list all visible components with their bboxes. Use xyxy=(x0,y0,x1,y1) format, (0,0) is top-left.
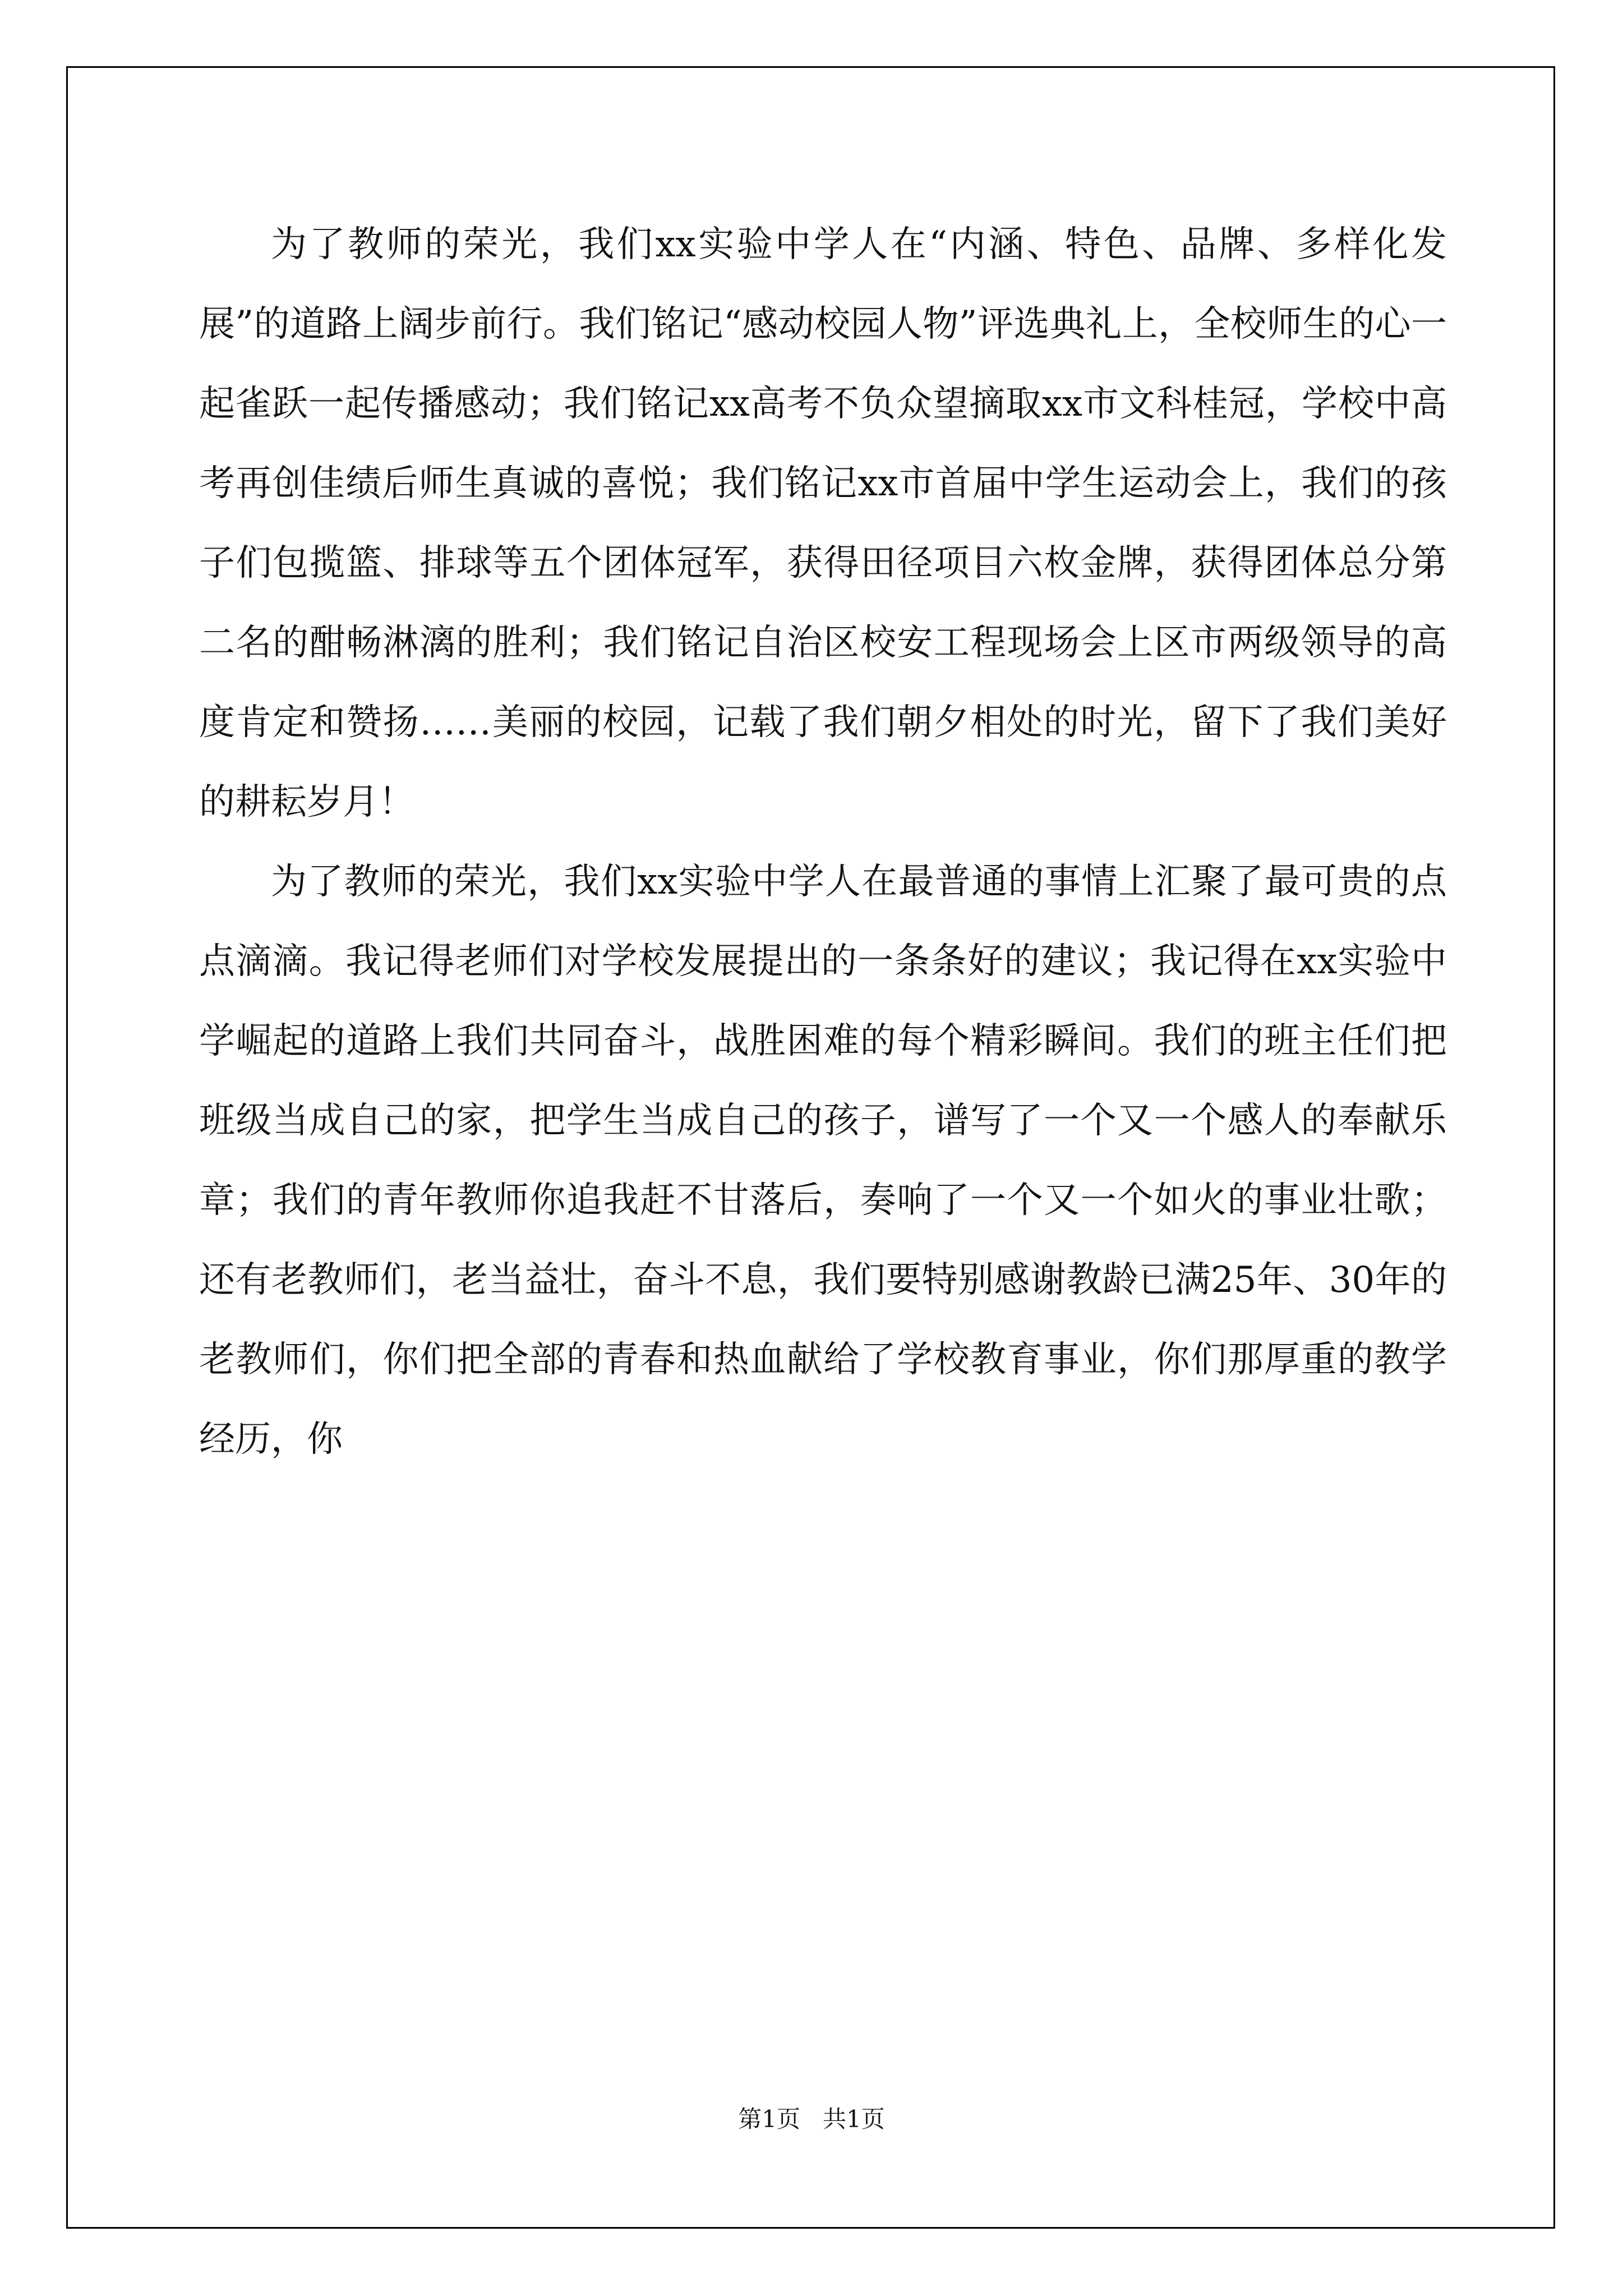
page-number-footer: 第1页 共1页 xyxy=(738,2105,885,2133)
paragraph-1: 为了教师的荣光，我们xx实验中学人在“内涵、特色、品牌、多样化发展”的道路上阔步前行。我们铭记“感动校园人物”评选典礼上，全校师生的心一起雀跃一起传播感动；我们铭记xx高考不负众望摘取xx市文科桂冠，学校中高考再创佳绩后师生真诚的喜悦；我们铭记xx市首届中学生运动会上，我们的孩子们包揽篮、排球等五个团体冠军，获得田径项目六枚金牌，获得团体总分第二名的酣畅淋漓的胜利；我们铭记自治区校安工程现场会上区市两级领导的高度肯定和赞扬……美丽的校园，记载了我们朝夕相处的时光，留下了我们美好的耕耘岁月！ xyxy=(199,224,1447,823)
document-body xyxy=(199,205,1447,1479)
paragraph-2: 为了教师的荣光，我们xx实验中学人在最普通的事情上汇聚了最可贵的点点滴滴。我记得老师们对学校发展提出的一条条好的建议；我记得在xx实验中学崛起的道路上我们共同奋斗，战胜困难的每个精彩瞬间。我们的班主任们把班级当成自己的家，把学生当成自己的孩子，谱写了一个又一个感人的奉献乐章；我们的青年教师你追我赶不甘落后，奏响了一个又一个如火的事业壮歌；还有老教师们，老当益壮，奋斗不息，我们要特别感谢教龄已满25年、30年的老教师们，你们把全部的青春和热血献给了学校教育事业，你们那厚重的教学经历，你 xyxy=(199,861,1447,1460)
